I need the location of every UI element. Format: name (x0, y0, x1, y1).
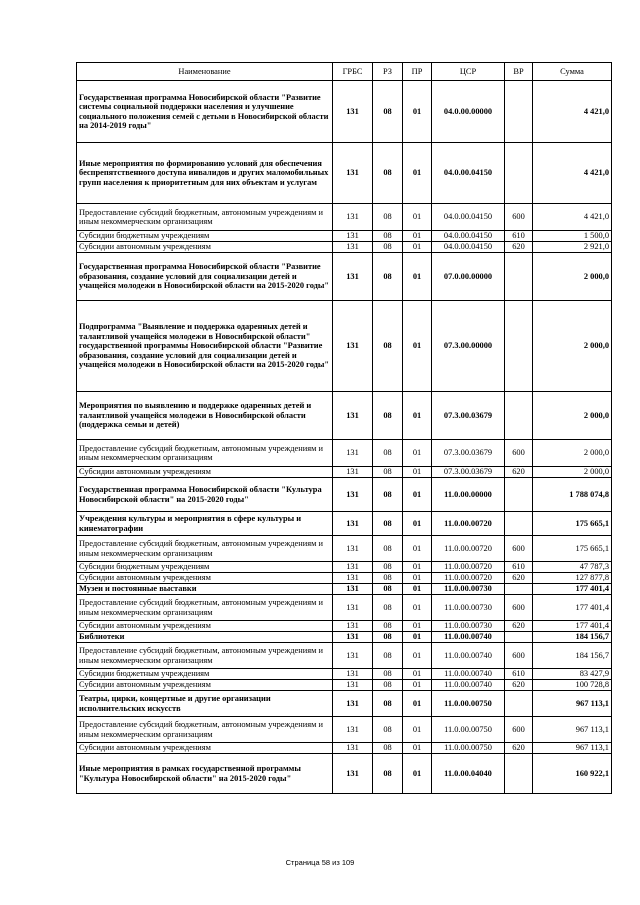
cell-grbs: 131 (333, 643, 373, 669)
cell-rz: 08 (373, 584, 403, 595)
table-row (77, 562, 612, 573)
cell-rz: 08 (373, 253, 403, 301)
cell-rz: 08 (373, 632, 403, 643)
table-row (77, 743, 612, 754)
cell-vr (505, 253, 533, 301)
cell-csr: 07.3.00.03679 (432, 467, 505, 478)
cell-csr: 04.0.00.04150 (432, 143, 505, 204)
cell-sum: 2 921,0 (533, 242, 612, 253)
cell-sum: 184 156,7 (533, 643, 612, 669)
cell-csr: 11.0.00.00740 (432, 632, 505, 643)
cell-rz: 08 (373, 467, 403, 478)
cell-rz: 08 (373, 691, 403, 717)
cell-sum: 177 401,4 (533, 595, 612, 621)
cell-grbs: 131 (333, 562, 373, 573)
cell-vr: 600 (505, 440, 533, 467)
cell-name: Библиотеки (77, 632, 333, 643)
cell-rz: 08 (373, 231, 403, 242)
cell-grbs: 131 (333, 301, 373, 392)
cell-rz: 08 (373, 143, 403, 204)
table-row (77, 204, 612, 231)
cell-grbs: 131 (333, 680, 373, 691)
cell-vr (505, 143, 533, 204)
cell-grbs: 131 (333, 204, 373, 231)
cell-sum: 100 728,8 (533, 680, 612, 691)
cell-pr: 01 (403, 253, 432, 301)
cell-rz: 08 (373, 643, 403, 669)
cell-name: Субсидии автономным учреждениям (77, 242, 333, 253)
cell-pr: 01 (403, 680, 432, 691)
cell-grbs: 131 (333, 467, 373, 478)
cell-vr (505, 392, 533, 440)
cell-csr: 11.0.00.00740 (432, 669, 505, 680)
table-row (77, 717, 612, 743)
cell-rz: 08 (373, 204, 403, 231)
cell-sum: 175 665,1 (533, 512, 612, 536)
cell-name: Государственная программа Новосибирской области "Развитие системы социальной поддержки населения и улучшение социального положения семей с детьми в Новосибирской области на 2014-2019 годы" (77, 81, 333, 143)
cell-sum: 83 427,9 (533, 669, 612, 680)
header-grbs: ГРБС (333, 63, 373, 81)
cell-name: Иные мероприятия по формированию условий для обеспечения беспрепятственного доступа инвалидов и других маломобильных групп населения к приоритетным для них объектам и услугам (77, 143, 333, 204)
cell-vr: 600 (505, 204, 533, 231)
table-row (77, 632, 612, 643)
cell-vr (505, 691, 533, 717)
cell-vr: 620 (505, 621, 533, 632)
cell-sum: 2 000,0 (533, 392, 612, 440)
cell-vr: 620 (505, 573, 533, 584)
cell-vr: 600 (505, 717, 533, 743)
cell-sum: 160 922,1 (533, 754, 612, 794)
cell-sum: 2 000,0 (533, 440, 612, 467)
cell-sum: 967 113,1 (533, 691, 612, 717)
cell-pr: 01 (403, 743, 432, 754)
cell-vr: 600 (505, 536, 533, 562)
page-number: Страница 58 из 109 (285, 858, 355, 867)
cell-pr: 01 (403, 754, 432, 794)
cell-name: Предоставление субсидий бюджетным, автономным учреждениям и иным некоммерческим организациям (77, 536, 333, 562)
cell-sum: 4 421,0 (533, 143, 612, 204)
cell-vr: 610 (505, 562, 533, 573)
cell-csr: 11.0.00.00720 (432, 562, 505, 573)
cell-name: Субсидии бюджетным учреждениям (77, 231, 333, 242)
cell-pr: 01 (403, 301, 432, 392)
cell-pr: 01 (403, 717, 432, 743)
table-row (77, 691, 612, 717)
cell-csr: 11.0.00.00750 (432, 717, 505, 743)
cell-pr: 01 (403, 467, 432, 478)
cell-rz: 08 (373, 669, 403, 680)
cell-csr: 07.0.00.00000 (432, 253, 505, 301)
cell-vr (505, 754, 533, 794)
cell-pr: 01 (403, 562, 432, 573)
table-row (77, 231, 612, 242)
cell-pr: 01 (403, 595, 432, 621)
cell-name: Субсидии автономным учреждениям (77, 680, 333, 691)
cell-name: Предоставление субсидий бюджетным, автономным учреждениям и иным некоммерческим организациям (77, 717, 333, 743)
cell-grbs: 131 (333, 143, 373, 204)
cell-csr: 11.0.00.00750 (432, 691, 505, 717)
table-row (77, 643, 612, 669)
header-row (77, 63, 612, 81)
table-row (77, 754, 612, 794)
table-row (77, 512, 612, 536)
cell-rz: 08 (373, 717, 403, 743)
cell-pr: 01 (403, 242, 432, 253)
cell-rz: 08 (373, 680, 403, 691)
table-row (77, 467, 612, 478)
cell-name: Государственная программа Новосибирской области "Культура Новосибирской области" на 2015-2020 годы" (77, 478, 333, 512)
cell-sum: 1 500,0 (533, 231, 612, 242)
table-row (77, 595, 612, 621)
cell-grbs: 131 (333, 242, 373, 253)
budget-table (76, 62, 612, 794)
cell-grbs: 131 (333, 440, 373, 467)
table-row (77, 584, 612, 595)
cell-sum: 177 401,4 (533, 621, 612, 632)
cell-name: Субсидии автономным учреждениям (77, 621, 333, 632)
cell-pr: 01 (403, 231, 432, 242)
cell-sum: 1 788 074,8 (533, 478, 612, 512)
table-row (77, 392, 612, 440)
header-vr: ВР (505, 63, 533, 81)
cell-grbs: 131 (333, 231, 373, 242)
cell-pr: 01 (403, 512, 432, 536)
cell-csr: 04.0.00.04150 (432, 231, 505, 242)
cell-pr: 01 (403, 643, 432, 669)
cell-vr: 600 (505, 595, 533, 621)
cell-grbs: 131 (333, 478, 373, 512)
table-row (77, 478, 612, 512)
cell-pr: 01 (403, 536, 432, 562)
cell-vr (505, 81, 533, 143)
cell-csr: 11.0.00.00720 (432, 573, 505, 584)
cell-name: Субсидии автономным учреждениям (77, 467, 333, 478)
cell-csr: 04.0.00.00000 (432, 81, 505, 143)
header-name: Наименование (77, 63, 333, 81)
cell-name: Предоставление субсидий бюджетным, автономным учреждениям и иным некоммерческим организациям (77, 440, 333, 467)
cell-sum: 184 156,7 (533, 632, 612, 643)
cell-name: Иные мероприятия в рамках государственной программы "Культура Новосибирской области" на 2015-2020 годы" (77, 754, 333, 794)
cell-csr: 07.3.00.03679 (432, 440, 505, 467)
cell-rz: 08 (373, 743, 403, 754)
table-row (77, 143, 612, 204)
cell-vr (505, 478, 533, 512)
cell-grbs: 131 (333, 754, 373, 794)
cell-rz: 08 (373, 595, 403, 621)
cell-pr: 01 (403, 621, 432, 632)
header-csr: ЦСР (432, 63, 505, 81)
cell-csr: 07.3.00.03679 (432, 392, 505, 440)
cell-vr: 620 (505, 680, 533, 691)
cell-name: Субсидии бюджетным учреждениям (77, 562, 333, 573)
cell-grbs: 131 (333, 691, 373, 717)
cell-pr: 01 (403, 81, 432, 143)
table-row (77, 621, 612, 632)
cell-name: Мероприятия по выявлению и поддержке одаренных детей и талантливой учащейся молодежи в Новосибирской области (поддержка семьи и детей) (77, 392, 333, 440)
table-row (77, 81, 612, 143)
cell-rz: 08 (373, 573, 403, 584)
header-rz: РЗ (373, 63, 403, 81)
cell-name: Предоставление субсидий бюджетным, автономным учреждениям и иным некоммерческим организациям (77, 204, 333, 231)
cell-csr: 04.0.00.04150 (432, 242, 505, 253)
cell-pr: 01 (403, 584, 432, 595)
cell-name: Субсидии автономным учреждениям (77, 573, 333, 584)
cell-name: Учреждения культуры и мероприятия в сфере культуры и кинематографии (77, 512, 333, 536)
cell-csr: 11.0.00.04040 (432, 754, 505, 794)
cell-rz: 08 (373, 81, 403, 143)
cell-vr: 600 (505, 643, 533, 669)
cell-vr (505, 632, 533, 643)
cell-vr (505, 584, 533, 595)
table-row (77, 242, 612, 253)
cell-csr: 11.0.00.00750 (432, 743, 505, 754)
cell-sum: 2 000,0 (533, 301, 612, 392)
cell-csr: 11.0.00.00740 (432, 643, 505, 669)
cell-sum: 4 421,0 (533, 81, 612, 143)
cell-sum: 127 877,8 (533, 573, 612, 584)
cell-name: Субсидии бюджетным учреждениям (77, 669, 333, 680)
cell-pr: 01 (403, 691, 432, 717)
cell-grbs: 131 (333, 512, 373, 536)
cell-vr: 620 (505, 743, 533, 754)
cell-grbs: 131 (333, 253, 373, 301)
cell-sum: 47 787,3 (533, 562, 612, 573)
table-row (77, 440, 612, 467)
cell-sum: 2 000,0 (533, 253, 612, 301)
cell-rz: 08 (373, 392, 403, 440)
cell-vr (505, 512, 533, 536)
cell-pr: 01 (403, 440, 432, 467)
cell-grbs: 131 (333, 392, 373, 440)
cell-grbs: 131 (333, 632, 373, 643)
cell-rz: 08 (373, 301, 403, 392)
table-row (77, 680, 612, 691)
cell-rz: 08 (373, 621, 403, 632)
cell-sum: 177 401,4 (533, 584, 612, 595)
cell-pr: 01 (403, 478, 432, 512)
cell-name: Государственная программа Новосибирской области "Развитие образования, создание условий для социализации детей и учащейся молодежи в Новосибирской области на 2015-2020 годы" (77, 253, 333, 301)
cell-grbs: 131 (333, 595, 373, 621)
cell-rz: 08 (373, 754, 403, 794)
cell-csr: 11.0.00.00740 (432, 680, 505, 691)
cell-csr: 11.0.00.00720 (432, 512, 505, 536)
cell-grbs: 131 (333, 669, 373, 680)
cell-csr: 11.0.00.00720 (432, 536, 505, 562)
cell-rz: 08 (373, 562, 403, 573)
cell-grbs: 131 (333, 81, 373, 143)
cell-name: Предоставление субсидий бюджетным, автономным учреждениям и иным некоммерческим организациям (77, 595, 333, 621)
cell-csr: 11.0.00.00730 (432, 621, 505, 632)
cell-grbs: 131 (333, 536, 373, 562)
cell-grbs: 131 (333, 717, 373, 743)
cell-pr: 01 (403, 143, 432, 204)
header-pr: ПР (403, 63, 432, 81)
cell-pr: 01 (403, 573, 432, 584)
cell-vr (505, 301, 533, 392)
cell-pr: 01 (403, 632, 432, 643)
header-sum: Сумма (533, 63, 612, 81)
table-row (77, 253, 612, 301)
cell-vr: 610 (505, 669, 533, 680)
cell-sum: 4 421,0 (533, 204, 612, 231)
cell-csr: 07.3.00.00000 (432, 301, 505, 392)
cell-pr: 01 (403, 669, 432, 680)
cell-sum: 967 113,1 (533, 717, 612, 743)
cell-grbs: 131 (333, 621, 373, 632)
cell-name: Театры, цирки, концертные и другие организации исполнительских искусств (77, 691, 333, 717)
cell-vr: 620 (505, 242, 533, 253)
cell-grbs: 131 (333, 584, 373, 595)
cell-pr: 01 (403, 204, 432, 231)
table-row (77, 301, 612, 392)
cell-csr: 11.0.00.00730 (432, 595, 505, 621)
table-row (77, 573, 612, 584)
cell-name: Подпрограмма "Выявление и поддержка одаренных детей и талантливой учащейся молодежи в Новосибирской области" государственной программы Новосибирской области "Развитие образования, создание условий для социализации детей и учащейся молодежи в Новосибирской области на 2015-2020 годы" (77, 301, 333, 392)
cell-rz: 08 (373, 440, 403, 467)
cell-grbs: 131 (333, 573, 373, 584)
cell-grbs: 131 (333, 743, 373, 754)
cell-csr: 04.0.00.04150 (432, 204, 505, 231)
cell-name: Музеи и постоянные выставки (77, 584, 333, 595)
cell-rz: 08 (373, 536, 403, 562)
table-row (77, 536, 612, 562)
cell-pr: 01 (403, 392, 432, 440)
cell-sum: 967 113,1 (533, 743, 612, 754)
cell-name: Предоставление субсидий бюджетным, автономным учреждениям и иным некоммерческим организациям (77, 643, 333, 669)
cell-csr: 11.0.00.00000 (432, 478, 505, 512)
cell-rz: 08 (373, 242, 403, 253)
cell-csr: 11.0.00.00730 (432, 584, 505, 595)
table-row (77, 669, 612, 680)
cell-name: Субсидии автономным учреждениям (77, 743, 333, 754)
cell-sum: 175 665,1 (533, 536, 612, 562)
cell-sum: 2 000,0 (533, 467, 612, 478)
cell-rz: 08 (373, 512, 403, 536)
cell-vr: 610 (505, 231, 533, 242)
cell-rz: 08 (373, 478, 403, 512)
cell-vr: 620 (505, 467, 533, 478)
